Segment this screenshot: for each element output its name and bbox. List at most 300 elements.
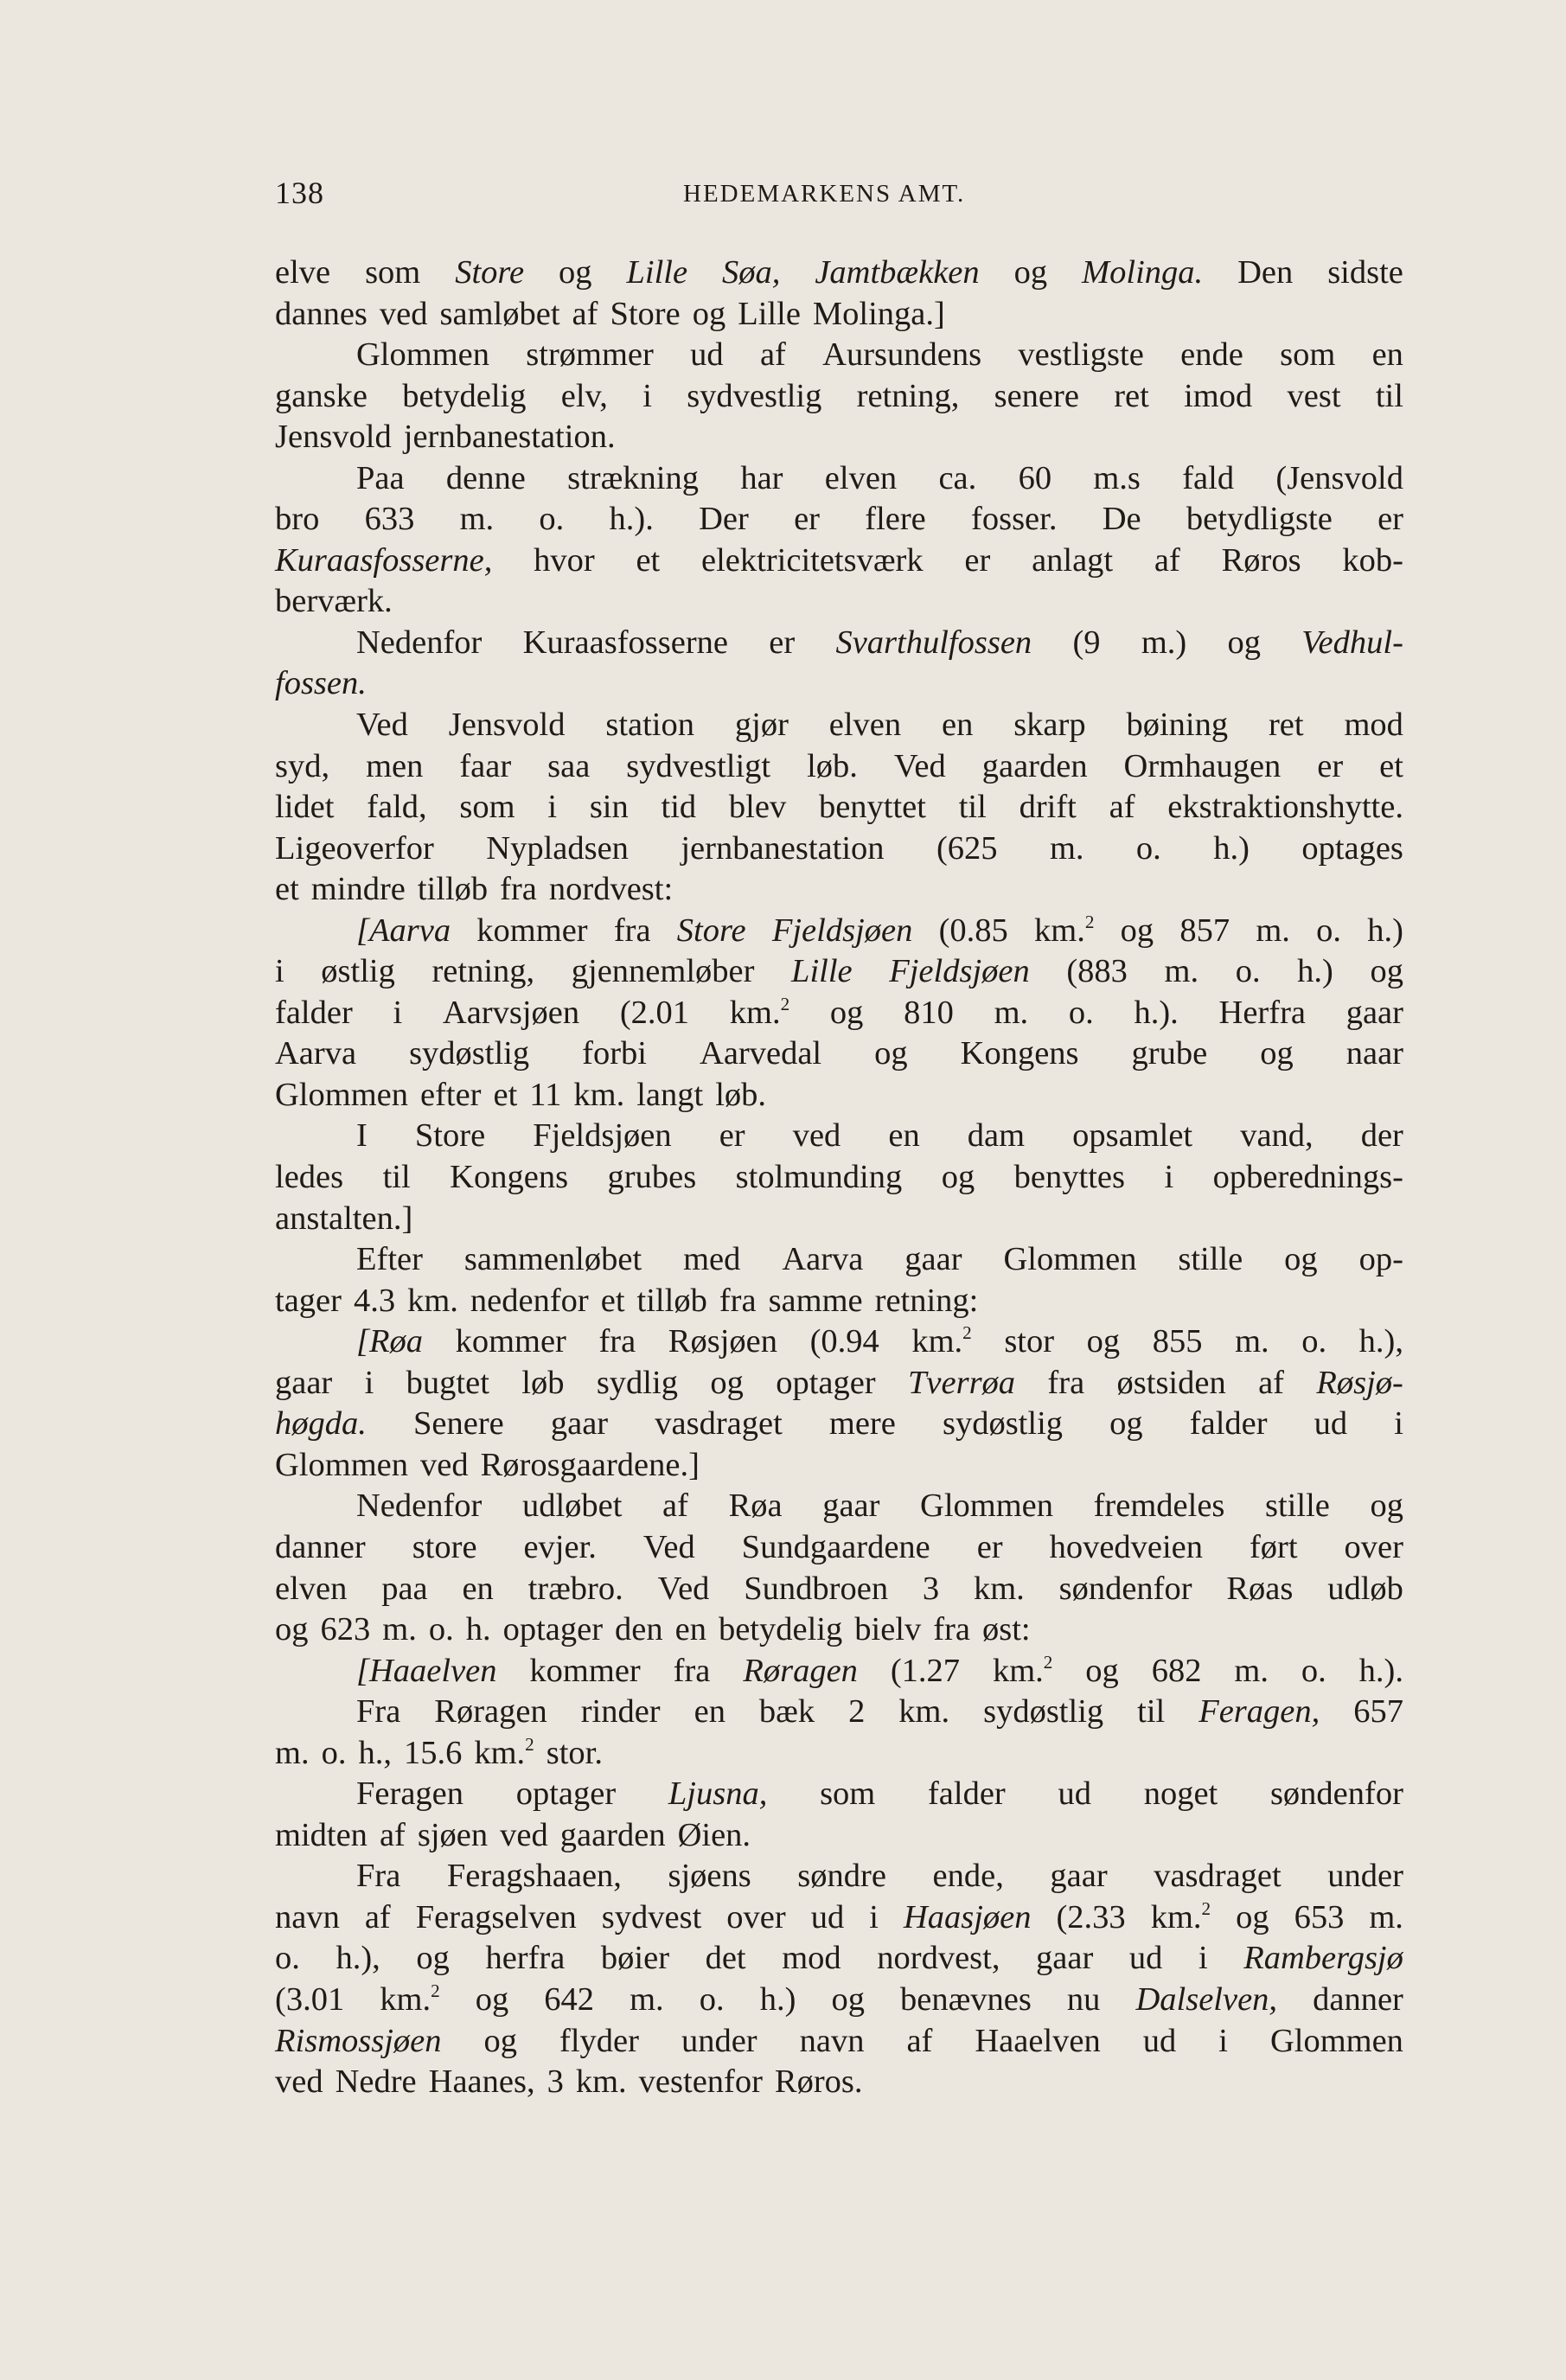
word xyxy=(1180,335,1243,376)
word-text: Store xyxy=(414,1117,486,1155)
word xyxy=(674,1651,711,1692)
italic-word-text: Rambergsjø xyxy=(1243,1940,1403,1977)
word xyxy=(993,1651,1052,1692)
word-text: m. xyxy=(1234,1652,1269,1689)
word xyxy=(1018,335,1143,376)
word-text: søndre xyxy=(797,1858,886,1895)
word-text: (Jensvold xyxy=(1275,459,1403,496)
word xyxy=(971,499,1057,541)
text-line xyxy=(275,1445,1403,1487)
italic-word-text: Fjeldsjøen xyxy=(771,912,913,949)
word xyxy=(700,1033,821,1075)
word-text: og xyxy=(275,1611,309,1648)
word-text: ret xyxy=(1114,377,1149,414)
word-text: 15.6 xyxy=(403,1734,463,1771)
word-text: m. xyxy=(1256,912,1290,949)
word xyxy=(759,1692,815,1733)
text-line xyxy=(275,1527,1403,1569)
word-text: Røros xyxy=(1221,541,1301,579)
word-text: o. xyxy=(1301,1652,1326,1689)
word xyxy=(730,993,789,1034)
word xyxy=(1270,1774,1403,1815)
word-text: (9 xyxy=(1072,624,1101,661)
word xyxy=(974,1569,1025,1610)
word xyxy=(446,458,526,500)
word xyxy=(936,829,998,870)
word-text: h., xyxy=(358,1734,392,1771)
word xyxy=(1019,787,1077,829)
word xyxy=(710,1363,744,1404)
word-text: ved xyxy=(792,1117,841,1155)
word xyxy=(431,951,534,993)
word-text: vand, xyxy=(1240,1117,1314,1155)
italic-word-text: Haasjøen xyxy=(903,1898,1032,1935)
word-text: gjennemløber xyxy=(571,953,755,990)
word-text: Feragen xyxy=(356,1775,463,1813)
word xyxy=(602,1897,702,1939)
word-text: gaarden xyxy=(981,747,1088,784)
word xyxy=(736,1157,903,1199)
word xyxy=(547,787,557,829)
word-text: optager xyxy=(502,1611,604,1648)
word xyxy=(877,1938,1000,1980)
word-text: af xyxy=(906,2022,933,2059)
word-text: af xyxy=(662,1488,688,1525)
word xyxy=(275,1897,340,1939)
word-text: en xyxy=(674,1611,706,1648)
word xyxy=(1280,335,1335,376)
word xyxy=(311,869,406,911)
word xyxy=(636,1075,703,1116)
word xyxy=(356,1856,400,1897)
word xyxy=(1294,1897,1345,1939)
italic-word-text: [Haaelven xyxy=(356,1652,497,1689)
word xyxy=(1250,1527,1298,1569)
word-text: ud xyxy=(1128,1940,1163,1977)
word-text: efter xyxy=(419,1076,482,1113)
word xyxy=(942,1157,975,1199)
word-text: som xyxy=(459,789,515,826)
word xyxy=(1004,1321,1054,1363)
word-text: som xyxy=(820,1775,876,1813)
word-text: Nedenfor xyxy=(356,624,483,661)
word xyxy=(393,993,402,1034)
word-text: ud xyxy=(810,1898,845,1935)
word xyxy=(567,458,699,500)
word xyxy=(1167,787,1403,829)
word-text: ud xyxy=(690,336,724,374)
word xyxy=(1056,1897,1125,1939)
word xyxy=(815,253,979,294)
word xyxy=(810,1321,879,1363)
word xyxy=(559,2021,639,2063)
word-text: sydvestlig xyxy=(687,377,822,414)
word-text: nordvest, xyxy=(877,1940,1000,1977)
word-text: og xyxy=(1370,1488,1403,1525)
word xyxy=(1014,1157,1125,1199)
word xyxy=(573,1075,624,1116)
text-line xyxy=(275,1651,1403,1692)
word-text: sydøstlig xyxy=(409,1035,530,1072)
word xyxy=(920,1486,1053,1527)
word-text: af xyxy=(1154,541,1180,579)
word-text: løb. xyxy=(807,747,858,784)
word-text: grube xyxy=(1131,1035,1208,1072)
word xyxy=(1237,253,1293,294)
word-text: flyder xyxy=(559,2022,639,2059)
word-text: 3 xyxy=(547,2063,564,2101)
word xyxy=(857,376,960,418)
word-text: i xyxy=(393,994,403,1031)
word-text: til xyxy=(1375,377,1403,414)
word-text: øst: xyxy=(981,1611,1031,1648)
word-text: et xyxy=(1379,747,1403,784)
word xyxy=(1179,911,1230,952)
word-text: betydelig xyxy=(718,1611,843,1648)
word xyxy=(1198,1938,1208,1980)
word xyxy=(775,2062,863,2103)
word-text: og xyxy=(1120,912,1154,949)
word xyxy=(1141,623,1186,664)
running-head: HEDEMARKENS AMT. xyxy=(683,180,966,208)
word-text: den xyxy=(615,1611,663,1648)
word-text: benævnes xyxy=(900,1980,1032,2018)
text-line xyxy=(275,1609,1403,1651)
word xyxy=(418,1815,488,1857)
word xyxy=(275,1733,310,1775)
superscript: 2 xyxy=(525,1733,534,1755)
word xyxy=(1258,1363,1284,1404)
word-text: elven xyxy=(275,1570,348,1607)
text-line xyxy=(275,1404,1403,1445)
word-text: h.) xyxy=(759,1980,796,2018)
text-line xyxy=(275,1281,1403,1322)
word xyxy=(1050,1527,1203,1569)
superscript: 2 xyxy=(1043,1651,1053,1673)
word-text: ved xyxy=(500,1816,548,1853)
word-text: er xyxy=(976,1528,1003,1565)
word xyxy=(807,746,858,788)
word-text: km. xyxy=(1034,912,1085,949)
word xyxy=(356,1116,368,1157)
word xyxy=(529,1651,640,1692)
word xyxy=(582,1033,647,1075)
word-text: retning, xyxy=(856,377,960,414)
word-text: og xyxy=(416,1940,450,1977)
word xyxy=(1359,1239,1403,1281)
word-text: og xyxy=(831,1980,865,2018)
word-text: ende xyxy=(1180,336,1243,374)
italic-word-text: Tverrøa xyxy=(908,1364,1016,1401)
word-text: h.). xyxy=(1134,994,1179,1031)
word xyxy=(275,499,319,541)
word-text: Molinga.] xyxy=(812,295,945,332)
word-text: bøining xyxy=(1126,707,1229,744)
word-text: løb xyxy=(521,1364,565,1401)
word-text: ud xyxy=(1142,2022,1177,2059)
word-text: kommer xyxy=(529,1652,641,1689)
text-line xyxy=(275,1733,1403,1775)
text-line xyxy=(275,1075,1403,1116)
word xyxy=(760,1980,796,2021)
word xyxy=(1236,951,1261,993)
word xyxy=(1003,1239,1136,1281)
word xyxy=(614,911,651,952)
word xyxy=(744,1569,888,1610)
word-text: en xyxy=(888,1117,920,1155)
word-text: kob- xyxy=(1342,541,1403,579)
word xyxy=(769,623,795,664)
word-text: benyttes xyxy=(1013,1159,1125,1196)
word xyxy=(1327,1856,1403,1897)
word-text: er xyxy=(794,501,820,538)
word xyxy=(1190,1404,1268,1445)
word-text: i xyxy=(642,377,652,414)
word-text: Haaelven xyxy=(975,2022,1101,2059)
word-text: h. xyxy=(465,1611,491,1648)
word xyxy=(678,1815,751,1857)
word xyxy=(547,2062,564,2103)
word xyxy=(904,1239,962,1281)
word-text: hovedveien xyxy=(1049,1528,1204,1565)
word xyxy=(1154,541,1180,582)
word xyxy=(675,1609,706,1651)
word xyxy=(275,1075,408,1116)
word xyxy=(829,705,901,746)
word xyxy=(503,1609,603,1651)
word xyxy=(275,829,434,870)
word-text: et xyxy=(636,541,661,579)
word-text: (2.01 xyxy=(619,994,690,1031)
word-text: herfra xyxy=(485,1940,566,1977)
word-text: Feragselven xyxy=(415,1898,577,1935)
word xyxy=(275,1033,356,1075)
word xyxy=(275,1569,347,1610)
word xyxy=(522,1486,622,1527)
word xyxy=(1129,1938,1163,1980)
word xyxy=(460,499,495,541)
italic-word-text: Store xyxy=(455,254,525,291)
word-text: km. xyxy=(1150,1898,1202,1935)
word xyxy=(701,541,924,582)
word-text: retning: xyxy=(874,1282,979,1319)
word-text: sydøstlig xyxy=(942,1405,1064,1443)
word-text: i xyxy=(364,1364,374,1401)
italic-word-text: Fjeldsjøen xyxy=(889,953,1030,990)
word-text: Nypladsen xyxy=(486,829,629,867)
word xyxy=(470,1281,589,1322)
word-text: km. xyxy=(474,1734,526,1771)
text-line xyxy=(275,458,1403,500)
italic-word-text: Røragen xyxy=(743,1652,858,1689)
word-text: ført xyxy=(1249,1528,1298,1565)
italic-word-text: Søa, xyxy=(722,254,781,291)
word xyxy=(275,1938,300,1980)
word-text: Glommen xyxy=(920,1488,1054,1525)
word-text: østsiden xyxy=(1116,1364,1226,1401)
word xyxy=(275,1281,342,1322)
word-text: Herfra xyxy=(1218,994,1306,1031)
word xyxy=(1014,253,1048,294)
word xyxy=(440,294,560,336)
word xyxy=(642,376,652,418)
word xyxy=(429,2062,535,2103)
superscript: 2 xyxy=(780,994,790,1015)
word-text: 633 xyxy=(364,501,415,538)
word-text: km. xyxy=(573,1076,625,1113)
word-text: en xyxy=(1371,336,1403,374)
word-text: 653 xyxy=(1294,1898,1345,1935)
word-text: ledes xyxy=(275,1159,344,1196)
word xyxy=(1346,1033,1403,1075)
word xyxy=(1361,1116,1403,1157)
word xyxy=(356,335,489,376)
word-text: i xyxy=(275,953,284,990)
italic-word-text: Jamtbækken xyxy=(815,254,980,291)
word-text: falder xyxy=(275,994,353,1031)
word xyxy=(1394,1404,1403,1445)
word-text: faar xyxy=(459,747,512,784)
word xyxy=(690,335,724,376)
word-text: ekstraktionshytte. xyxy=(1167,789,1403,826)
word xyxy=(356,623,482,664)
word-text: ganske xyxy=(275,377,368,414)
word xyxy=(1275,458,1403,500)
word xyxy=(275,1609,309,1651)
word-text: der xyxy=(1360,1117,1403,1155)
word xyxy=(1164,1157,1173,1199)
word xyxy=(677,911,746,952)
word-text: m. xyxy=(1164,953,1199,990)
word-text: Ved xyxy=(657,1570,710,1607)
text-line xyxy=(275,417,1403,458)
text-line xyxy=(275,1157,1403,1199)
word-text: evjer. xyxy=(523,1528,597,1565)
word xyxy=(760,335,786,376)
word xyxy=(1228,623,1262,664)
word xyxy=(1314,1404,1348,1445)
word-text: h.) xyxy=(1367,912,1403,949)
word xyxy=(1243,1938,1403,1980)
word xyxy=(476,1980,509,2021)
word-text: (3.01 xyxy=(275,1980,345,2018)
word xyxy=(275,417,392,458)
word-text: h.) xyxy=(1297,953,1333,990)
word xyxy=(356,705,408,746)
word xyxy=(1370,1486,1403,1527)
word xyxy=(1066,951,1128,993)
word xyxy=(699,499,749,541)
word-text: m. xyxy=(275,1734,310,1771)
word xyxy=(275,2062,323,2103)
word xyxy=(722,253,780,294)
word-text: km. xyxy=(898,1693,950,1731)
word xyxy=(740,458,783,500)
word-text: langt xyxy=(636,1076,704,1113)
word xyxy=(800,2021,865,2063)
word xyxy=(726,1897,785,1939)
word-text: nu xyxy=(1066,1980,1101,2018)
word xyxy=(639,2062,763,2103)
word xyxy=(615,1609,663,1651)
word xyxy=(1359,1321,1403,1363)
word xyxy=(693,294,726,336)
word xyxy=(1151,1897,1211,1939)
word xyxy=(412,1527,477,1569)
text-line xyxy=(275,787,1403,829)
word-text: imod xyxy=(1184,377,1253,414)
italic-word-text: Lille xyxy=(626,254,688,291)
word xyxy=(322,1733,347,1775)
word xyxy=(544,1980,594,2021)
word-text: o. xyxy=(321,1734,347,1771)
word-text: optager xyxy=(515,1775,617,1813)
word-text: en xyxy=(942,707,974,744)
word xyxy=(608,1157,697,1199)
italic-word-text: Ljusna, xyxy=(668,1775,768,1813)
word xyxy=(1344,705,1403,746)
word-text: jernbanestation xyxy=(681,829,885,867)
word-text: Kongens xyxy=(450,1159,569,1196)
italic-word-text: Lille xyxy=(791,953,853,990)
word xyxy=(794,499,820,541)
word xyxy=(1135,1980,1277,2021)
word-text: sjøen xyxy=(417,1816,489,1853)
word-text: i xyxy=(1394,1405,1403,1443)
word xyxy=(382,1609,417,1651)
word xyxy=(275,746,329,788)
word xyxy=(1198,1692,1320,1733)
word xyxy=(523,1527,596,1569)
word xyxy=(1094,1486,1225,1527)
word xyxy=(455,253,524,294)
word-text: km. xyxy=(380,1980,431,2018)
word xyxy=(729,1486,783,1527)
word-text: i xyxy=(547,789,558,826)
word-text: Røragen xyxy=(434,1693,547,1731)
word-text: sydlig xyxy=(596,1364,678,1401)
word xyxy=(1136,829,1161,870)
word-text: dam xyxy=(967,1117,1026,1155)
word xyxy=(516,1774,616,1815)
word xyxy=(275,1445,408,1487)
word xyxy=(1327,1569,1403,1610)
word-text: 11 xyxy=(529,1076,562,1113)
word xyxy=(939,911,1008,952)
word xyxy=(1034,911,1094,952)
word xyxy=(1213,1157,1403,1199)
word xyxy=(321,1609,371,1651)
word xyxy=(1317,746,1343,788)
text-line xyxy=(275,294,1403,336)
word-text: Glommen xyxy=(1269,2022,1403,2059)
word xyxy=(576,2062,627,2103)
text-line xyxy=(275,705,1403,746)
word xyxy=(782,1938,841,1980)
word xyxy=(1213,829,1250,870)
word-text: er xyxy=(964,541,991,579)
word xyxy=(1186,499,1333,541)
word xyxy=(1137,1692,1165,1733)
word-text: km. xyxy=(911,1323,963,1360)
word xyxy=(923,1569,939,1610)
text-line xyxy=(275,541,1403,582)
word xyxy=(383,1157,411,1199)
word xyxy=(275,294,368,336)
text-line xyxy=(275,1856,1403,1897)
word-text: Røros. xyxy=(774,2063,863,2101)
text-line xyxy=(275,1774,1403,1815)
